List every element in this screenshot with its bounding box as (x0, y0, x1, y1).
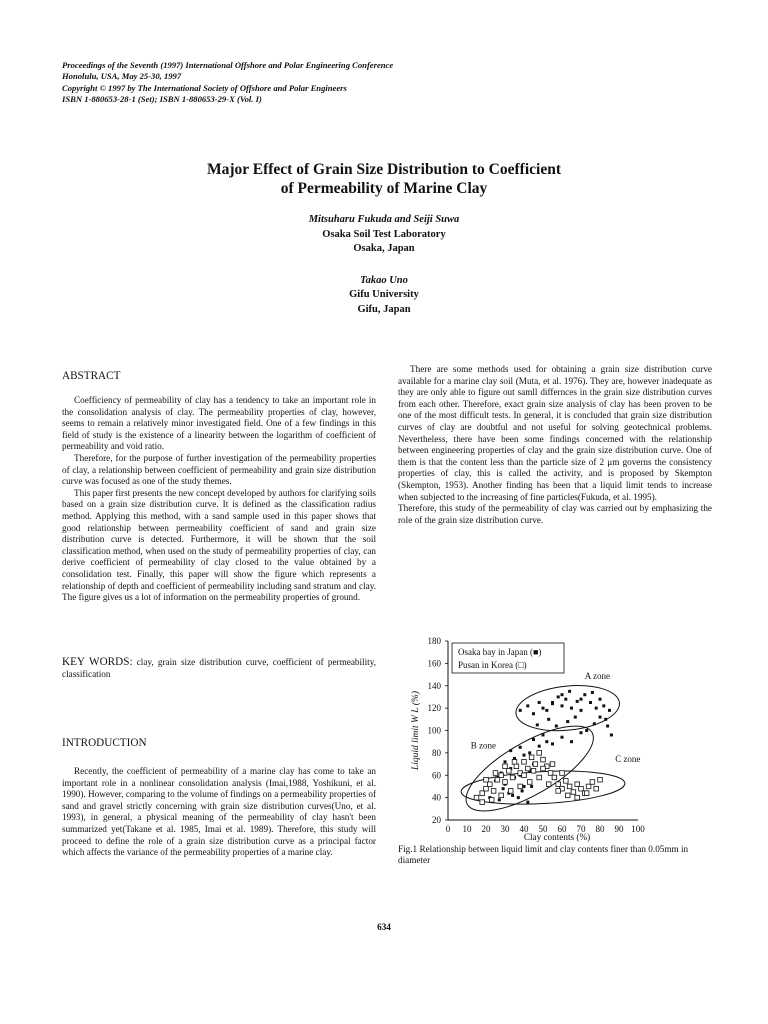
data-point-osaka (517, 796, 520, 799)
figure-caption: Fig.1 Relationship between liquid limit and clay contents finer than 0.05mm in diameter (398, 843, 689, 866)
zone-label: C zone (615, 753, 641, 764)
header-line: Proceedings of the Seventh (1997) International Offshore and Polar Engineering Conference (62, 60, 394, 70)
keywords-text: clay, grain size distribution curve, coefficient of permeability, classification (62, 657, 377, 679)
data-point-osaka (530, 785, 533, 788)
data-point-osaka (526, 801, 529, 804)
data-point-osaka (509, 749, 512, 752)
paper-title (120, 160, 648, 198)
data-point-osaka (538, 745, 541, 748)
y-axis-label: Liquid limit W L (%) (411, 691, 421, 770)
right-column-text (398, 364, 712, 526)
data-point-osaka (538, 701, 541, 704)
y-tick-label: 80 (432, 747, 441, 758)
data-point-pusan (533, 762, 538, 767)
data-point-pusan (565, 793, 570, 798)
data-point-osaka (585, 729, 588, 732)
data-point-osaka (608, 709, 611, 712)
data-point-pusan (546, 782, 551, 787)
data-point-pusan (522, 760, 527, 765)
data-point-pusan (527, 780, 532, 785)
data-point-osaka (599, 716, 602, 719)
data-point-osaka (547, 718, 550, 721)
title-line: Major Effect of Grain Size Distribution to Coefficient (207, 161, 561, 178)
data-point-osaka (542, 707, 545, 710)
data-point-pusan (594, 786, 599, 791)
data-point-osaka (555, 725, 558, 728)
y-tick-label: 180 (427, 636, 441, 646)
data-point-pusan (590, 780, 595, 785)
data-point-pusan (548, 771, 553, 776)
data-point-pusan (529, 755, 534, 760)
data-point-osaka (599, 698, 602, 701)
zone-a-boundary (514, 681, 622, 736)
data-point-osaka (576, 700, 579, 703)
data-point-pusan (512, 760, 517, 765)
data-point-pusan (499, 793, 504, 798)
author-location: Osaka, Japan (353, 243, 415, 255)
header-line: Honolulu, USA, May 25-30, 1997 (62, 71, 182, 82)
data-point-osaka (526, 704, 529, 707)
data-point-pusan (489, 798, 494, 803)
data-point-pusan (537, 775, 542, 780)
data-point-osaka (570, 740, 573, 743)
abstract-section (62, 370, 376, 604)
data-point-osaka (589, 701, 592, 704)
data-point-osaka (532, 712, 535, 715)
zone-label: B zone (470, 740, 497, 751)
header-line: ISBN 1-880653-28-1 (Set); ISBN 1-880653-29-X (Vol. I) (62, 94, 262, 105)
data-point-osaka (568, 690, 571, 693)
data-point-pusan (560, 771, 565, 776)
data-point-pusan (480, 791, 485, 796)
header-line: Copyright © 1997 by The International Society of Offshore and Polar Engineers (62, 82, 347, 93)
data-point-osaka (602, 704, 605, 707)
x-tick-label: 90 (614, 824, 624, 834)
data-point-pusan (541, 766, 546, 771)
data-point-osaka (551, 742, 554, 745)
data-point-pusan (552, 775, 557, 780)
data-point-pusan (495, 777, 500, 782)
data-point-pusan (484, 786, 489, 791)
data-point-pusan (556, 782, 561, 787)
data-point-osaka (595, 707, 598, 710)
legend-entry: Osaka bay in Japan (■) (458, 647, 542, 657)
abstract-paragraph: Coefficiency of permeability of clay has a tendency to take an important role in the consolidation analysis of clay. The permeability properties of clay, however, seems to remain a relatively minor investigated field. One of a few findings in this field of study is the existence of a linearity between the logarithm of coefficient of permeability and void ratio. (62, 395, 376, 452)
abstract-paragraph: This paper first presents the new concept developed by authors for clarifying soils based on a grain size distribution curve. It is defined as the classification radius method. Applying this method, with a sand sample used in this paper shows that good relationship between permeability coefficient of sand and grain size distribution curve is detected. Furthermore, it will be shown that the soil classification method, when used on the study of permeability properties of clay, can derive coefficient of permeability of clay closed to the value obtained by a consolidation test. Finally, this paper will show the figure which represents a relationship of depth and coefficient of permeability including sand stratum and clay. The figure gives us a lot of information on the permeability properties of ground. (62, 487, 376, 603)
y-tick-label: 20 (432, 815, 441, 825)
data-point-pusan (510, 775, 515, 780)
abstract-paragraph: Therefore, for the purpose of further investigation of the permeability properties of clay, a relationship between coefficient of permeability and grain size distribution curve was focused as one of the study themes. (62, 452, 376, 487)
data-point-osaka (511, 794, 514, 797)
author-institution: Gifu University (349, 289, 419, 301)
data-point-pusan (537, 751, 542, 756)
data-point-osaka (583, 693, 586, 696)
data-point-pusan (480, 800, 485, 805)
data-point-pusan (584, 791, 589, 796)
y-tick-label: 40 (432, 792, 441, 803)
data-point-pusan (514, 764, 519, 769)
data-point-pusan (507, 768, 512, 773)
y-tick-label: 140 (427, 680, 441, 691)
x-axis-label: Clay contents (%) (523, 832, 591, 842)
data-point-pusan (579, 786, 584, 791)
liquid-limit-scatter-chart (398, 628, 728, 860)
data-point-osaka (564, 698, 567, 701)
data-point-osaka (610, 733, 613, 736)
data-point-osaka (561, 693, 564, 696)
body-paragraph: There are some methods used for obtaining a grain size distribution curve available for a marine clay soil (Muta, et al. 1976). They are, however inadequate as they are only able to figure out samll differnces in the grain size distribution curves from each other. Therefore, exact grain size analysis of clay has been proven to be one of the most difficult tests. In general, it is concluded that grain size distribution curves of clay are doubtful and not useful for solving geotechnical problems. Nevertheless, there have been some findings concerned with the relationship between engineering properties of clay and the grain size distribution curve. One of them is that the content less than the particle size of 2 μm governs the consistency properties of clay, this is called the activity, and is proposed by Skempton (Skempton, 1953). Another finding has been that a liquid limit tends to increase when subjected to the increasing of fine particles(Fukuda, et al. 1995). (398, 364, 712, 502)
data-point-osaka (519, 709, 522, 712)
y-tick-label: 100 (427, 725, 441, 736)
data-point-pusan (508, 789, 513, 794)
author-block (200, 213, 568, 318)
keywords-label: KEY WORDS: (62, 656, 133, 668)
data-point-pusan (598, 777, 603, 782)
data-point-osaka (557, 695, 560, 698)
y-tick-label: 160 (427, 658, 441, 669)
data-point-osaka (606, 725, 609, 728)
author-names: Mitsuharu Fukuda and Seiji Suwa (308, 214, 460, 225)
x-tick-label: 40 (519, 824, 529, 834)
data-point-pusan (484, 777, 489, 782)
data-point-osaka (545, 740, 548, 743)
data-point-osaka (502, 787, 505, 790)
zone-label: A zone (584, 671, 611, 682)
data-point-pusan (564, 779, 569, 784)
author-location: Gifu, Japan (357, 303, 411, 315)
data-point-osaka (570, 707, 573, 710)
data-point-pusan (575, 795, 580, 800)
data-point-pusan (488, 782, 493, 787)
y-tick-label: 120 (427, 703, 441, 714)
data-point-pusan (541, 757, 546, 762)
data-point-osaka (604, 718, 607, 721)
data-point-osaka (580, 698, 583, 701)
data-point-osaka (561, 736, 564, 739)
x-tick-label: 0 (445, 824, 451, 834)
data-point-osaka (532, 738, 535, 741)
data-point-pusan (526, 766, 531, 771)
y-tick-label: 60 (432, 770, 441, 781)
data-point-pusan (503, 764, 508, 769)
data-point-osaka (580, 709, 583, 712)
data-point-pusan (474, 795, 479, 800)
data-point-osaka (521, 789, 524, 792)
x-tick-label: 50 (538, 824, 548, 834)
data-point-pusan (567, 784, 572, 789)
data-point-osaka (519, 746, 522, 749)
data-point-pusan (531, 768, 536, 773)
x-tick-label: 20 (481, 824, 491, 834)
data-point-pusan (575, 782, 580, 787)
data-point-pusan (556, 789, 561, 794)
data-point-osaka (580, 731, 583, 734)
author-names: Takao Uno (360, 274, 408, 286)
data-point-pusan (493, 771, 498, 776)
x-tick-label: 100 (631, 824, 645, 834)
data-point-pusan (518, 784, 523, 789)
data-point-osaka (504, 760, 507, 763)
introduction-heading: INTRODUCTION (62, 737, 147, 749)
data-point-osaka (528, 751, 531, 754)
x-tick-label: 80 (595, 824, 605, 834)
introduction-section (62, 737, 376, 859)
data-point-pusan (571, 790, 576, 795)
data-point-pusan (586, 784, 591, 789)
data-point-pusan (503, 780, 508, 785)
proceedings-header (62, 60, 482, 106)
keywords-section (62, 656, 376, 681)
x-tick-label: 30 (500, 824, 510, 834)
data-point-osaka (561, 704, 564, 707)
abstract-heading: ABSTRACT (62, 370, 121, 382)
data-point-pusan (522, 773, 527, 778)
legend-entry: Pusan in Korea (□) (458, 660, 527, 670)
x-tick-label: 10 (462, 824, 472, 834)
data-point-pusan (491, 789, 496, 794)
x-tick-label: 70 (576, 824, 586, 834)
data-point-osaka (551, 701, 554, 704)
page-number: 634 (377, 922, 391, 932)
data-point-osaka (591, 691, 594, 694)
x-tick-label: 60 (557, 824, 567, 834)
title-line: of Permeability of Marine Clay (280, 180, 488, 197)
data-point-osaka (536, 723, 539, 726)
data-point-pusan (550, 762, 555, 767)
data-point-osaka (542, 733, 545, 736)
data-point-osaka (545, 709, 548, 712)
data-point-osaka (498, 798, 501, 801)
introduction-paragraph: Recently, the coefficient of permeability of a marine clay has come to take an important role in a nonlinear consolidation analysis (Imai,1988, Yoshikuni, et al. 1990). However, comparing to the volume of findings on a permeability properties of sand and gravel strictly concerning with grain size distribution curves(Uno, et al. 1993), in general, a physical meaning of the permeability of clay hasn't been summarized yet(Takane et al. 1985, Imai et al. 1989). Therefore, this study will proceed to define the role of a grain size distribution curve as a principal factor which affects the variance of the permeability properties of a marine clay. (62, 766, 376, 858)
data-point-osaka (574, 716, 577, 719)
data-point-pusan (499, 773, 504, 778)
data-point-osaka (523, 785, 526, 788)
data-point-osaka (593, 722, 596, 725)
body-paragraph: Therefore, this study of the permeability of clay was carried out by emphasizing the role of the grain size distribution curve. (398, 503, 712, 525)
figure-caption-block (398, 832, 716, 867)
data-point-osaka (523, 754, 526, 757)
author-institution: Osaka Soil Test Laboratory (322, 228, 446, 240)
data-point-osaka (566, 720, 569, 723)
